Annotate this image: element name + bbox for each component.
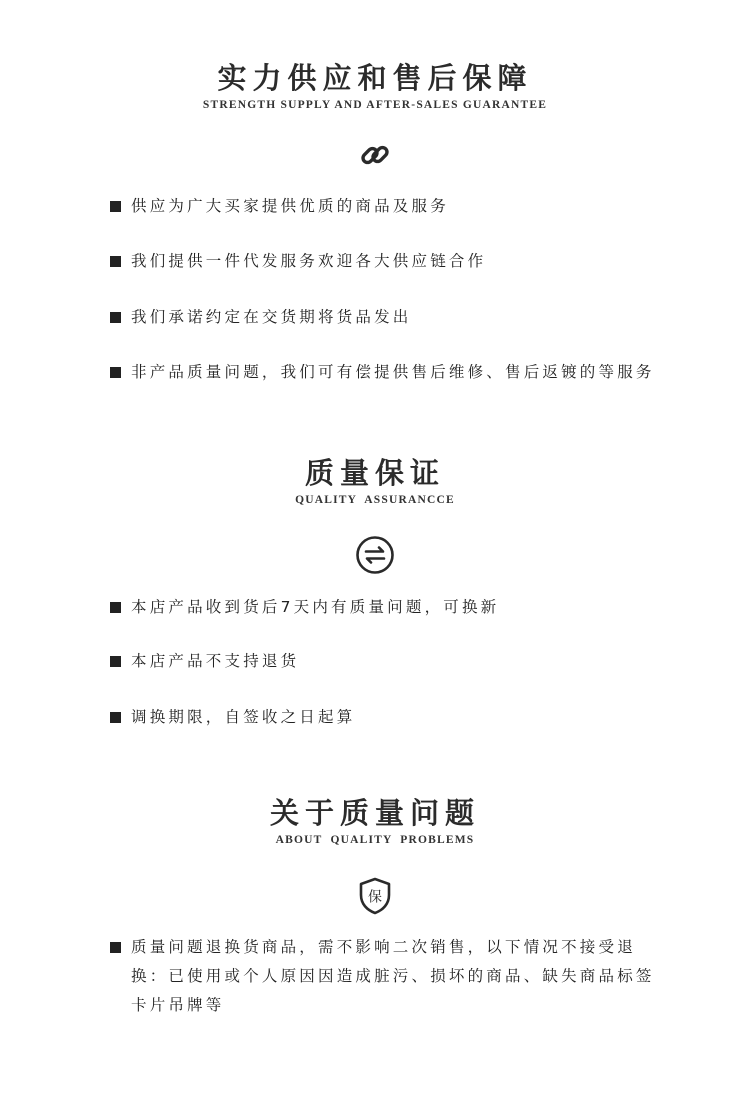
list-item: 我们承诺约定在交货期将货品发出 (110, 303, 670, 332)
bullet-square (110, 312, 121, 323)
section-title: 质量保证 (304, 456, 445, 490)
bullet-square (110, 201, 121, 212)
list-item: 供应为广大买家提供优质的商品及服务 (110, 192, 670, 221)
section-title: 关于质量问题 (269, 796, 480, 830)
section-quality (0, 455, 750, 507)
shield-char: 保 (368, 889, 382, 906)
bullet-square (110, 942, 121, 953)
list-item: 本店产品不支持退货 (110, 647, 670, 676)
list-item: 我们提供一件代发服务欢迎各大供应链合作 (110, 247, 670, 276)
list-item: 调换期限，自签收之日起算 (110, 703, 670, 732)
exchange-icon (355, 535, 395, 579)
bullet-square (110, 256, 121, 267)
section-problems (0, 795, 750, 847)
section-supply (0, 60, 750, 112)
list-item: 非产品质量问题，我们可有偿提供售后维修、售后返镀的等服务 (110, 358, 670, 387)
bullet-square (110, 656, 121, 667)
list-item: 质量问题退换货商品，需不影响二次销售，以下情况不接受退换：已使用或个人原因因造成脏污、损坏的商品、缺失商品标签卡片吊牌等 (110, 933, 670, 1020)
section-title: 实力供应和售后保障 (217, 61, 533, 95)
section-subtitle: ABOUT QUALITY PROBLEMS (275, 834, 475, 846)
section-subtitle: QUALITY ASSURANCCE (295, 494, 455, 506)
section-subtitle: STRENGTH SUPPLY AND AFTER-SALES GUARANTEE (202, 99, 548, 111)
bullet-square (110, 367, 121, 378)
shield-bao-icon (357, 876, 393, 920)
list-item: 本店产品收到货后7天内有质量问题，可换新 (110, 593, 670, 622)
bullet-square (110, 602, 121, 613)
link-icon (357, 137, 393, 177)
bullet-square (110, 712, 121, 723)
